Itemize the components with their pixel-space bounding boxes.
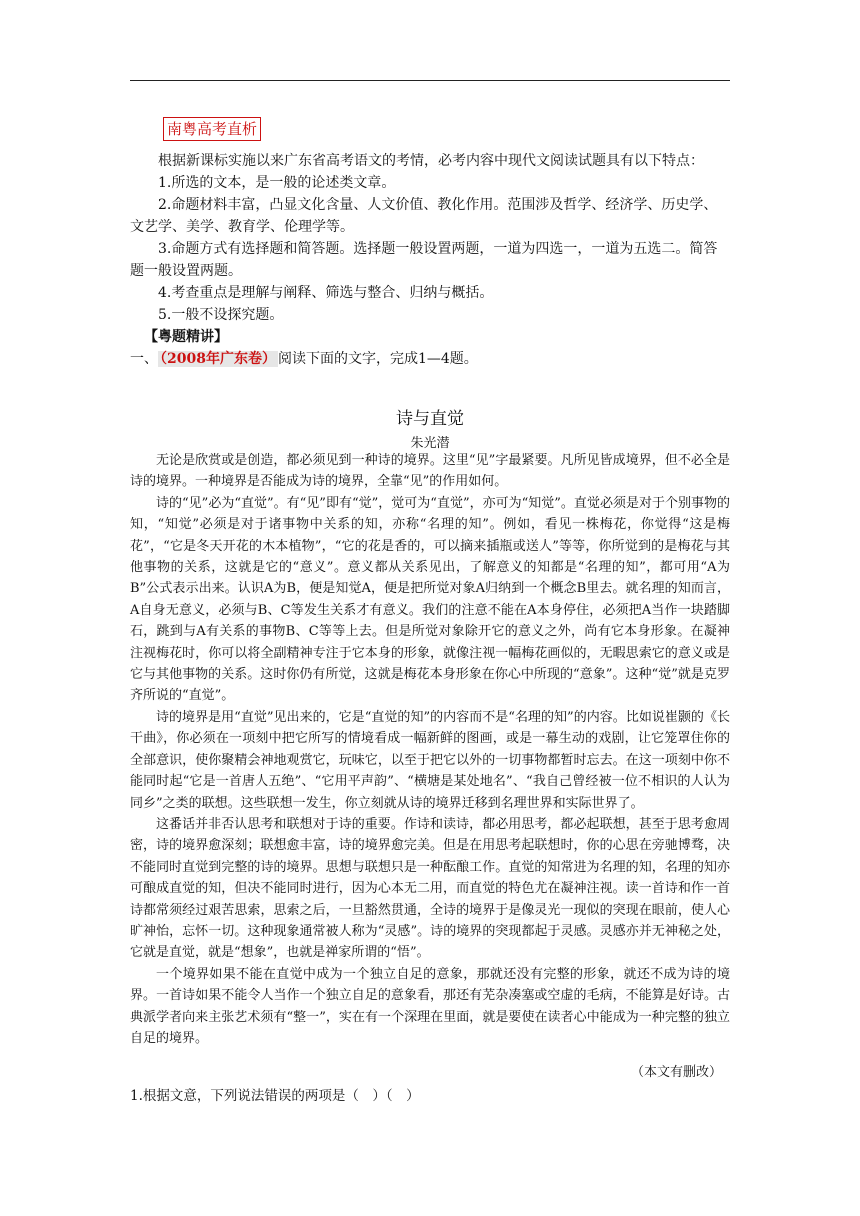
edit-note: （本文有删改） <box>630 1065 722 1080</box>
essay-paragraph: 无论是欣赏或是创造，都必须见到一种诗的境界。这里“见”字最紧要。凡所见皆成境界，但不必全是诗的境界。一种境界是否能成为诗的境界，全靠“见”的作用如何。 <box>130 453 730 490</box>
intro-point: 4.考查重点是理解与阐释、筛选与整合、归纳与概括。 <box>158 285 494 301</box>
header-rule <box>130 80 730 81</box>
exam-instruction: 阅读下面的文字，完成1—4题。 <box>277 351 478 367</box>
essay-paragraph: 诗的“见”必为“直觉”。有“见”即有“觉”，觉可为“直觉”，亦可为“知觉”。直觉必须是对于个别事物的知，“知觉”必须是对于诸事物中关系的知，亦称“名理的知”。例如，看见一株梅花，你觉得“这是梅花”，“它是冬天开花的木本植物”，“它的花是香的，可以摘来插瓶或送人”等等，你所觉到的是梅花与其他事物的关系，这就是它的“意义”。意义都从关系见出，了解意义的知都是“名理的知”，都可用“A为B”公式表示出来。认识A为B，便是知觉A，便是把所觉对象A归纳到一个概念B里去。就名理的知而言，A自身无意义，必须与B、C等发生关系才有意义。我们的注意不能在A本身停住，必须把A当作一块踏脚石，跳到与A有关系的事物B、C等等上去。但是所觉对象除开它的意义之外，尚有它本身形象。在凝神注视梅花时，你可以将全副精神专注于它本身的形象，就像注视一幅梅花画似的，无暇思索它的意义或是它与其他事物的关系。这时你仍有所觉，这就是梅花本身形象在你心中所现的“意象”。这种“觉”就是克罗齐所说的“直觉”。 <box>130 495 730 704</box>
essay-title: 诗与直觉 <box>396 409 464 429</box>
intro-section <box>130 150 730 370</box>
exam-line <box>130 348 730 370</box>
essay-paragraph: 诗的境界是用“直觉”见出来的，它是“直觉的知”的内容而不是“名理的知”的内容。比如说崔颢的《长干曲》，你必须在一项刻中把它所写的情境看成一幅新鲜的图画，或是一幕生动的戏剧，让它笼罩住你的全部意识，使你聚精会神地观赏它，玩味它，以至于把它以外的一切事物都暂时忘去。在这一项刻中你不能同时起“它是一首唐人五绝”、“它用平声韵”、“横塘是某处地名”、“我自己曾经被一位不相识的人认为同乡”之类的联想。这些联想一发生，你立刻就从诗的境界迁移到名理世界和实际世界了。 <box>130 709 730 811</box>
intro-point: 5.一般不设探究题。 <box>158 307 284 323</box>
section-tag: 南粤高考直析 <box>163 117 261 141</box>
exam-source: （2008年广东卷） <box>160 351 276 367</box>
essay-author: 朱光潜 <box>410 436 450 451</box>
exam-prefix: 一、 <box>130 351 158 367</box>
intro-point: 3.命题方式有选择题和简答题。选择题一般设置两题，一道为四选一，一道为五选二。简答题一般设置两题。 <box>130 241 718 279</box>
intro-point: 1.所选的文本，是一般的论述类文章。 <box>158 175 396 191</box>
intro-point: 2.命题材料丰富，凸显文化含量、人文价值、教化作用。范围涉及哲学、经济学、历史学、文艺学、美学、教育学、伦理学等。 <box>130 197 718 235</box>
essay-body <box>130 450 730 1049</box>
intro-lead: 根据新课标实施以来广东省高考语文的考情，必考内容中现代文阅读试题具有以下特点： <box>158 153 704 169</box>
essay-paragraph: 一个境界如果不能在直觉中成为一个独立自足的意象，那就还没有完整的形象，就还不成为诗的境界。一首诗如果不能令人当作一个独立自足的意象看，那还有芜杂凑塞或空虚的毛病，不能算是好诗。古典派学者向来主张艺术须有“整一”，实在有一个深理在里面，就是要使在读者心中能成为一种完整的独立自足的境界。 <box>130 966 730 1046</box>
essay-paragraph: 这番话并非否认思考和联想对于诗的重要。作诗和读诗，都必用思考，都必起联想，甚至于思考愈周密，诗的境界愈深刻；联想愈丰富，诗的境界愈完美。但是在用思考起联想时，你的心思在旁驰博骛，决不能同时直觉到完整的诗的境界。思想与联想只是一种酝酿工作。直觉的知常进为名理的知，名理的知亦可酿成直觉的知，但决不能同时进行，因为心本无二用，而直觉的特色尤在凝神注视。读一首诗和作一首诗都常须经过艰苦思索，思索之后，一旦豁然贯通，全诗的境界于是像灵光一现似的突现在眼前，使人心旷神怡，忘怀一切。这种现象通常被人称为“灵感”。诗的境界的突现都起于灵感。灵感亦并无神秘之处，它就是直觉，就是“想象”，也就是禅家所谓的“悟”。 <box>130 816 730 961</box>
section-heading: 【粤题精讲】 <box>144 329 228 345</box>
question-1: 1.根据文意，下列说法错误的两项是（ ）（ ） <box>130 1088 420 1104</box>
